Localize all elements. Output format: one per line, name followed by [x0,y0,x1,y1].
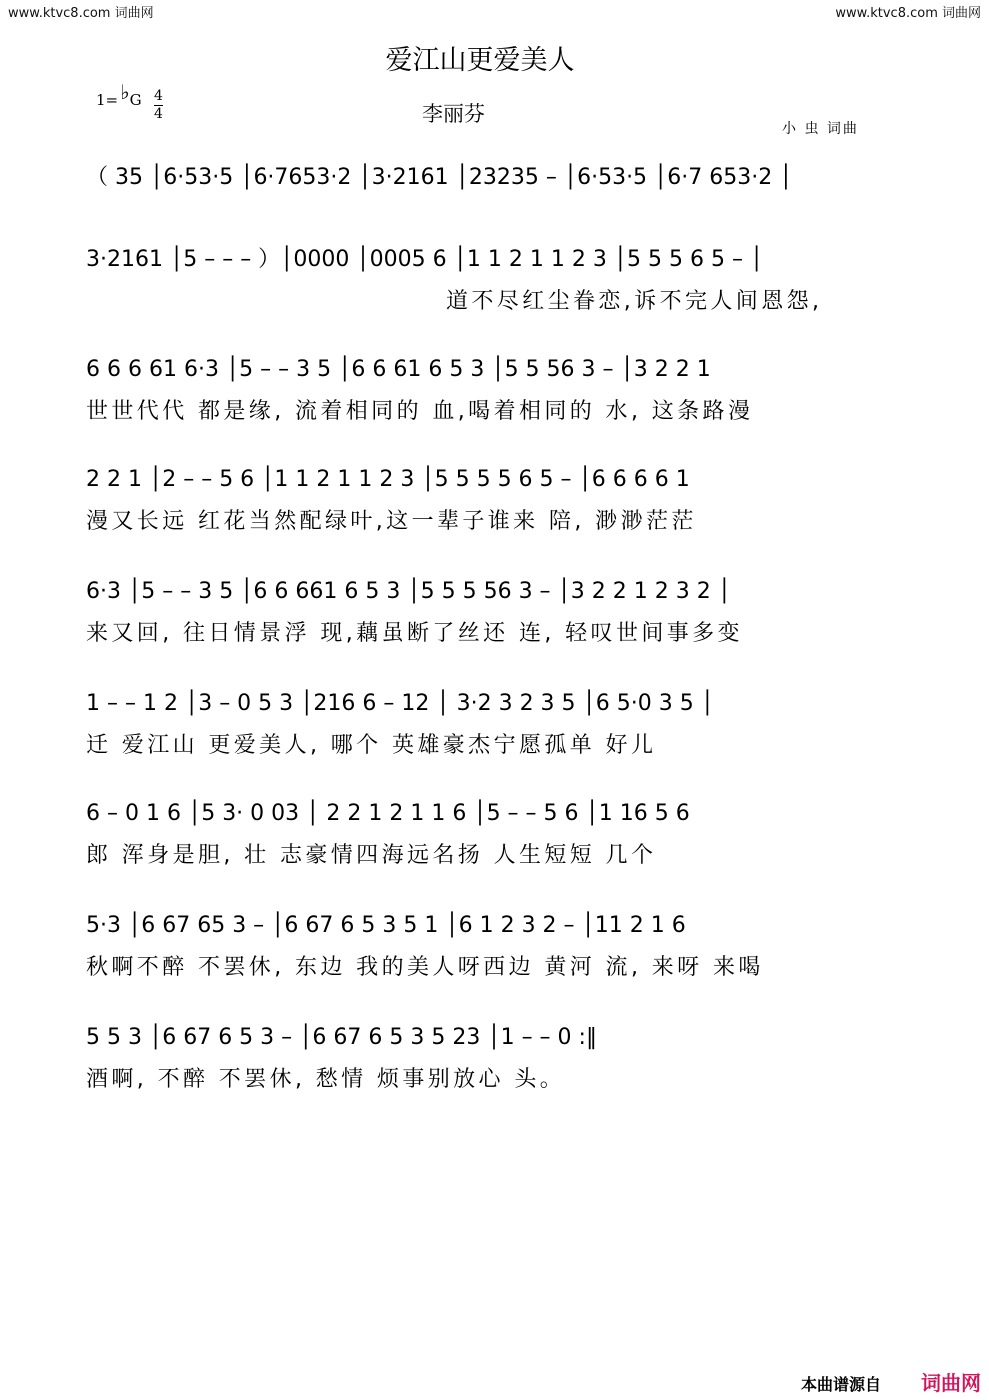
notation-line: 1 – – 1 2 │3 – 0 5 3 │216 6 – 12 │ 3·2 3 2 3 5 │6 5·0 3 5 │ [86,691,714,716]
notation-line: 6 6 6 61 6·3 │5 – – 3 5 │6 6 61 6 5 3 │5 5 56 3 – │3 2 2 1 [86,357,711,382]
score-row-6 [86,686,910,759]
lyric-line: 酒啊, 不醉 不罢休, 愁情 烦事别放心 头。 [86,1067,566,1092]
footer-source [801,1367,981,1396]
lyric-line: 郎 浑身是胆, 壮 志豪情四海远名扬 人生短短 几个 [86,843,657,868]
score-row-4 [86,462,910,535]
score-row-9 [86,1020,910,1093]
score-row-2 [86,242,910,315]
score-row-5 [86,574,910,647]
notation-line: 2 2 1 │2 – – 5 6 │1 1 2 1 1 2 3 │5 5 5 5 6 5 – │6 6 6 6 1 [86,467,690,492]
key-prefix: 1= [96,91,119,109]
lyric-line: 迁 爱江山 更爱美人, 哪个 英雄豪杰宁愿孤单 好儿 [86,733,657,758]
watermark-right: www.ktvc8.com 词曲网 [835,6,981,21]
notation-line: （ 35 │6·53·5 │6·7653·2 │3·2161 │23235 – │6·53·5 │6·7 653·2 │ [86,165,793,190]
score-row-3 [86,352,910,425]
score-row-8 [86,908,910,981]
score-row-7 [86,796,910,869]
notation-line: 5 5 3 │6 67 6 5 3 – │6 67 6 5 3 5 23 │1 – – 0 :‖ [86,1025,597,1050]
watermark-left: www.ktvc8.com 词曲网 [8,6,154,21]
flat-symbol: ♭ [120,80,130,104]
time-signature [154,88,163,123]
notation-line: 3·2161 │5 – – – ）│0000 │0005 6 │1 1 2 1 1 2 3 │5 5 5 6 5 – │ [86,247,764,272]
notation-line: 5·3 │6 67 65 3 – │6 67 6 5 3 5 1 │6 1 2 3 2 – │11 2 1 6 [86,913,686,938]
lyric-line: 秋啊不醉 不罢休, 东边 我的美人呀西边 黄河 流, 来呀 来喝 [86,955,764,980]
time-top: 4 [154,88,163,104]
song-title: 爱江山更爱美人 [385,45,575,76]
source-label: 本曲谱源自 [800,1375,881,1394]
singer-name: 李丽芬 [422,102,485,126]
time-bottom: 4 [154,106,163,122]
lyric-line: 世世代代 都是缘, 流着相同的 血,喝着相同的 水, 这条路漫 [86,399,754,424]
notation-line: 6 – 0 1 6 │5 3· 0 03 │ 2 2 1 2 1 1 6 │5 – – 5 6 │1 16 5 6 [86,801,690,826]
lyric-line: 来又回, 往日情景浮 现,藕虽断了丝还 连, 轻叹世间事多变 [86,621,743,646]
brand-logo: 词曲网 [921,1371,981,1395]
notation-line: 6·3 │5 – – 3 5 │6 6 661 6 5 3 │5 5 5 56 3 – │3 2 2 1 2 3 2 │ [86,579,731,604]
lyric-line: 道不尽红尘眷恋,诉不完人间恩怨, [446,289,823,314]
score-row-1 [86,160,910,202]
key-note: G [129,91,142,109]
composer-credit: 小 虫 词曲 [782,121,859,137]
lyric-line: 漫又长远 红花当然配绿叶,这一辈子谁来 陪, 渺渺茫茫 [86,509,697,534]
key-signature [96,80,163,122]
